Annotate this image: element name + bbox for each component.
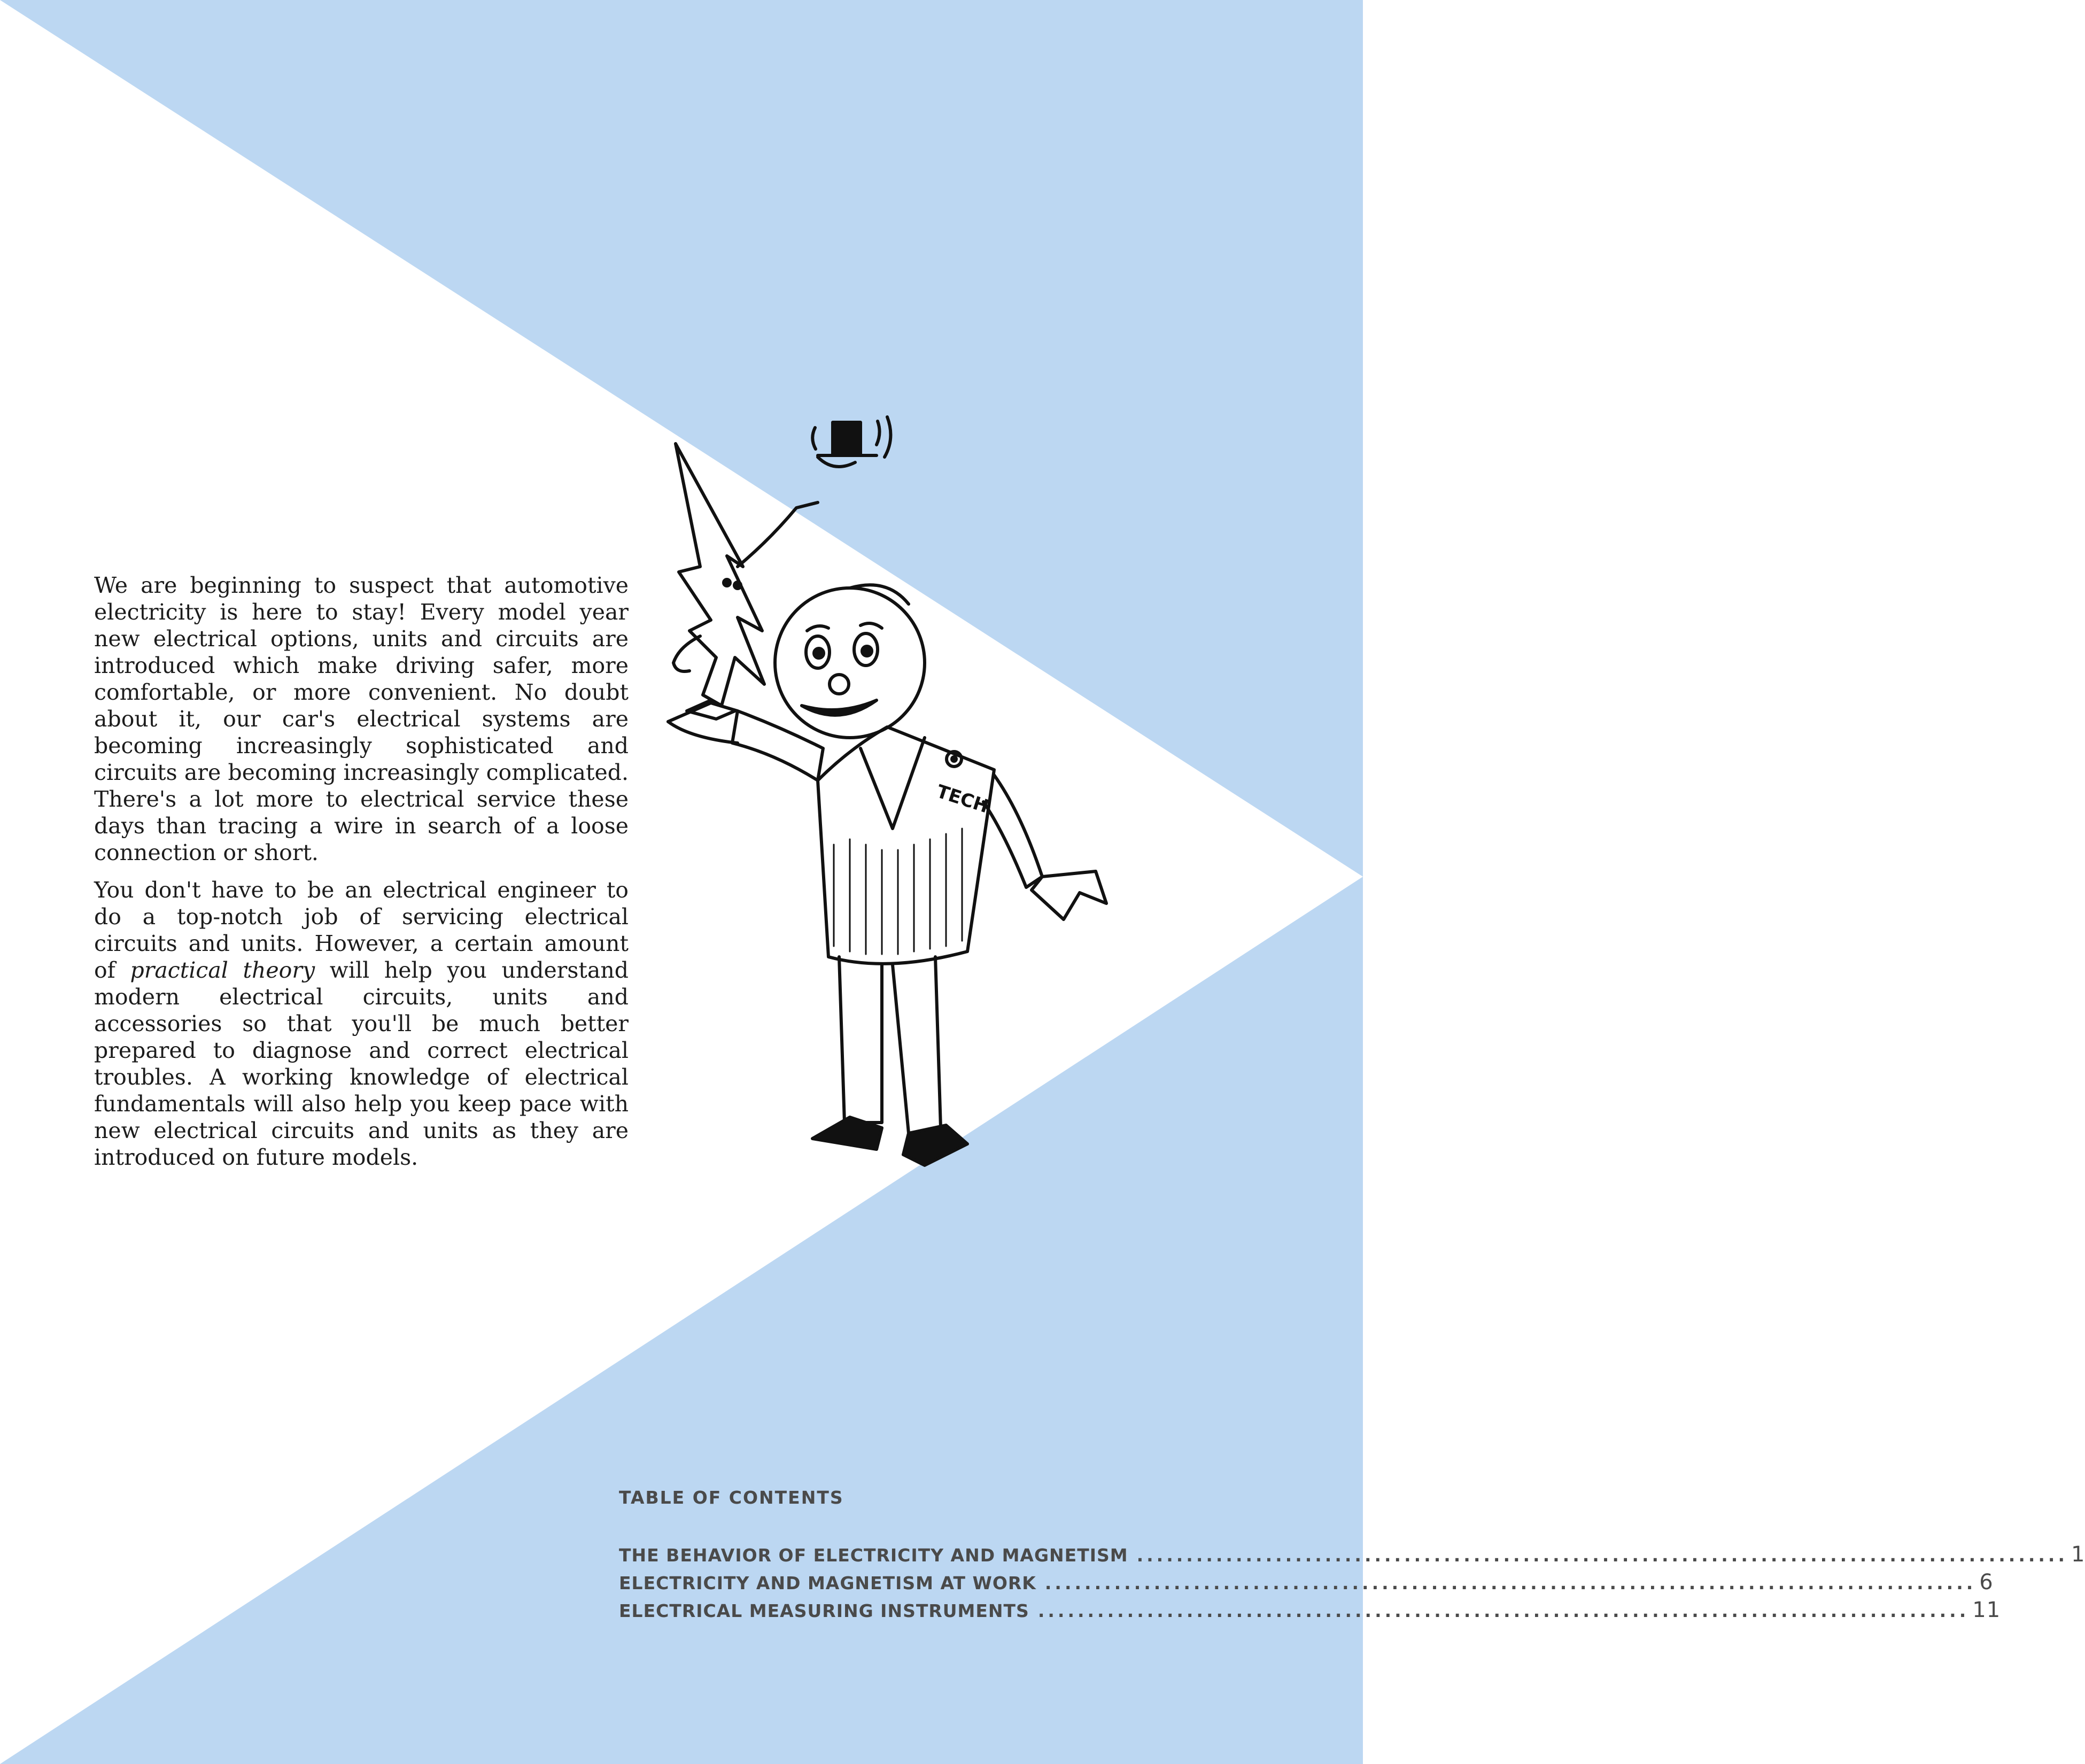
toc-entry-page: 11	[1972, 1598, 2001, 1622]
lightning-bolt-character-icon	[673, 444, 818, 719]
toc-entry[interactable]	[619, 1541, 2085, 1569]
toc-entry-label: THE BEHAVIOR OF ELECTRICITY AND MAGNETISM	[619, 1545, 1128, 1566]
lowered-arm-icon	[983, 775, 1106, 919]
cartoon-technician-icon	[657, 406, 1138, 1197]
toc-leader-dots: ..............................................................................................	[1136, 1545, 2068, 1566]
toc-leader-dots: ..............................................................................................	[1037, 1600, 1970, 1621]
toc-entry-page: 1	[2071, 1542, 2085, 1567]
toc-entry-page: 6	[1979, 1570, 1994, 1595]
shirt-text: TECH	[934, 780, 991, 818]
intro-paragraph-1: We are beginning to suspect that automotive electricity is here to stay! Every model year new electrical options, units and circuits are introduced which make driving safer, more comfortable, or more convenient. No doubt about it, our car's electrical systems are becoming increasingly sophisticated and circuits are becoming increasingly complicated. There's a lot more to electrical service these days than tracing a wire in search of a loose connection or short.	[94, 572, 629, 865]
toc-leader-dots: ..............................................................................................	[1044, 1573, 1977, 1593]
head-icon	[775, 585, 925, 738]
intro-paragraph-2: You don't have to be an electrical engineer to do a top-notch job of servicing electrical circuits and units. However, a certain amount of practical theory will help you understand modern electrical circuits, units and accessories so that you'll be much better prepared to diagnose and correct electrical troubles. A working knowledge of electrical fundamentals will also help you keep pace with new electrical circuits and units as they are introduced on future models.	[94, 877, 629, 1170]
toc-entry[interactable]	[619, 1597, 2001, 1624]
raised-arm-icon	[668, 703, 823, 780]
table-of-contents	[619, 1487, 2085, 1624]
emphasis-practical-theory: practical theory	[130, 957, 315, 983]
toc-title: TABLE OF CONTENTS	[619, 1487, 844, 1508]
top-hat-icon	[812, 417, 890, 467]
toc-entry-label: ELECTRICITY AND MAGNETISM AT WORK	[619, 1573, 1036, 1593]
legs-icon	[812, 957, 967, 1165]
intro-text	[94, 572, 629, 1181]
torso-icon	[818, 727, 994, 964]
toc-entry-label: ELECTRICAL MEASURING INSTRUMENTS	[619, 1600, 1029, 1621]
toc-entry[interactable]	[619, 1569, 1994, 1597]
